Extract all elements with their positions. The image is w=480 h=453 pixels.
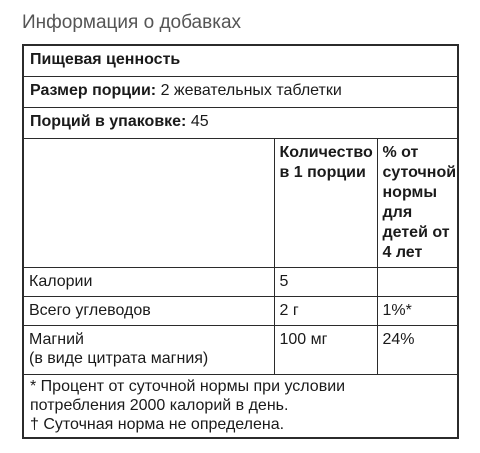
footnotes [30,377,345,434]
nutrient-amount: 100 мг [274,326,377,375]
nutrient-name: Магний [29,331,84,348]
servings-value: 45 [190,113,209,130]
table-header-row [24,139,457,268]
page-title: Информация о добавках [22,12,242,33]
servings-label: Порций в упаковке: [30,113,187,130]
nutrient-daily-value [377,268,457,297]
header-daily-line: 4 лет [382,244,423,261]
serving-size-row [24,77,457,108]
header-daily-line: суточной [382,164,457,181]
serving-size-label: Размер порции: [30,82,157,99]
header-daily-line: для [382,204,413,221]
table-row [24,268,457,297]
header-daily-line: % от [382,144,419,161]
header-amount-line: в 1 порции [279,164,366,181]
footnote-line: † Суточная норма не определена. [30,416,285,433]
panel-title-row [24,46,457,77]
nutrient-daily-value: 24% [377,326,457,375]
header-daily-line: нормы [382,184,437,201]
table-row [24,326,457,375]
header-name-cell [24,139,274,268]
nutrient-amount: 2 г [274,297,377,326]
footnote-line: потребления 2000 калорий в день. [30,397,289,414]
nutrition-panel [22,44,459,439]
panel-title: Пищевая ценность [30,51,181,68]
nutrient-name-cell [24,326,274,375]
table-row [24,297,457,326]
nutrient-daily-value: 1%* [377,297,457,326]
nutrient-name: Всего углеводов [24,297,274,326]
header-amount-cell [274,139,377,268]
nutrient-form: (в виде цитрата магния) [29,350,209,367]
header-daily-line: детей от [382,224,450,241]
footnote-line: * Процент от суточной нормы при условии [30,378,346,395]
servings-per-container-row [24,108,457,139]
nutrient-name: Калории [24,268,274,297]
header-amount-line: Количество [279,144,373,161]
nutrition-table [24,139,457,375]
serving-size-value: 2 жевательных таблетки [160,82,342,99]
nutrient-amount: 5 [274,268,377,297]
header-daily-cell [377,139,457,268]
